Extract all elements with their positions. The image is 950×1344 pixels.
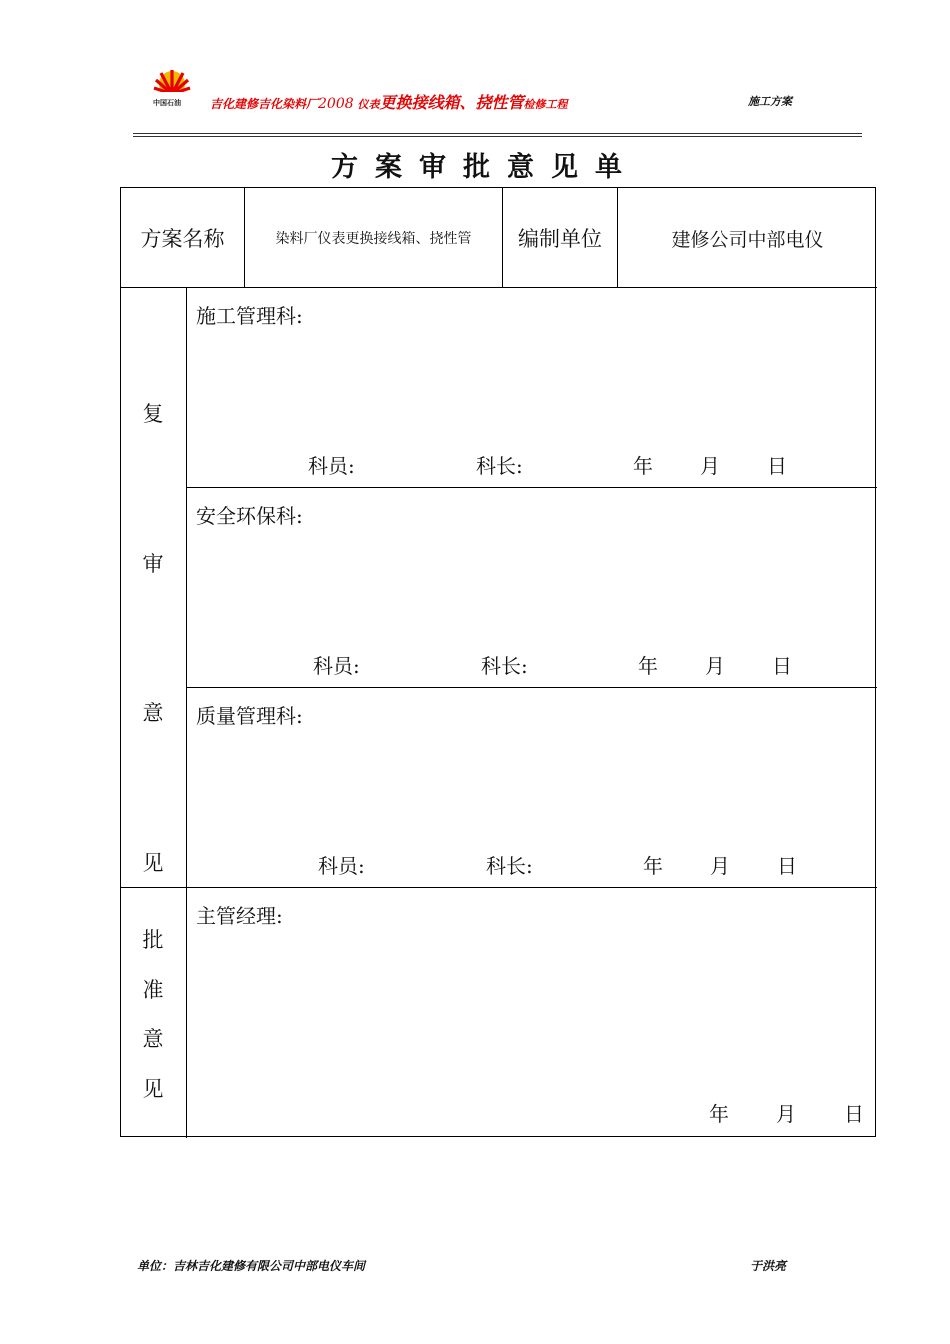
approve-year: 年 — [709, 1102, 729, 1126]
project-title-part1: 吉化建修吉化染料厂 — [210, 97, 319, 111]
project-title-part3: 更换接线箱、挠性管 — [379, 93, 524, 112]
chief-sign-3: 科长: — [486, 854, 533, 878]
month-1: 月 — [700, 454, 720, 478]
project-title — [210, 90, 568, 113]
chief-sign-2: 科长: — [481, 654, 528, 678]
plan-label: 施工方案 — [748, 95, 792, 108]
review-label-char-3: 意 — [142, 701, 164, 725]
manager-label: 主管经理: — [196, 904, 283, 928]
clerk-sign-1: 科员: — [308, 454, 355, 478]
footer-unit: 单位：吉林吉化建修有限公司中部电仪车间 — [137, 1259, 366, 1273]
approve-label-char-1: 批 — [142, 928, 164, 952]
row-divider-2 — [187, 487, 877, 488]
chief-sign-1: 科长: — [476, 454, 523, 478]
month-2: 月 — [705, 654, 725, 678]
document-title: 方案审批意见单 — [331, 152, 639, 183]
unit-label: 编制单位 — [518, 227, 602, 251]
scheme-name-label: 方案名称 — [140, 227, 225, 251]
approve-day: 日 — [844, 1102, 864, 1126]
approve-label-char-3: 意 — [142, 1027, 164, 1051]
day-3: 日 — [777, 854, 797, 878]
approve-month: 月 — [776, 1102, 796, 1126]
label-column-divider — [186, 288, 187, 1138]
dept-quality: 质量管理科: — [196, 704, 303, 728]
month-3: 月 — [710, 854, 730, 878]
review-label-char-2: 审 — [142, 552, 164, 576]
year-2: 年 — [638, 654, 658, 678]
review-label-char-4: 见 — [142, 851, 164, 875]
dept-safety: 安全环保科: — [196, 504, 303, 528]
day-2: 日 — [772, 654, 792, 678]
dept-construction: 施工管理科: — [196, 304, 303, 328]
petrochina-logo-icon — [150, 66, 194, 110]
approve-label-char-2: 准 — [142, 978, 164, 1002]
review-label-char-1: 复 — [142, 402, 164, 426]
logo-text: 中国石油 — [153, 99, 181, 107]
project-title-part4: 检修工程 — [523, 98, 568, 111]
footer-author: 于洪亮 — [750, 1259, 787, 1273]
unit-value: 建修公司中部电仪 — [671, 228, 824, 251]
header-rule-top — [133, 133, 862, 134]
year-1: 年 — [633, 454, 653, 478]
project-year: 2008 — [318, 96, 354, 112]
approval-form — [120, 187, 876, 1137]
clerk-sign-2: 科员: — [313, 654, 360, 678]
row-divider-4 — [121, 887, 877, 888]
approve-label-char-4: 见 — [142, 1077, 164, 1101]
scheme-name-value: 染料厂仪表更换接线箱、挠性管 — [275, 231, 472, 247]
header-rule-bottom — [133, 136, 862, 137]
row-divider-3 — [187, 687, 877, 688]
project-title-part2: 仪表 — [353, 98, 380, 111]
page-header — [150, 66, 820, 112]
day-1: 日 — [767, 454, 787, 478]
clerk-sign-3: 科员: — [318, 854, 365, 878]
year-3: 年 — [643, 854, 663, 878]
